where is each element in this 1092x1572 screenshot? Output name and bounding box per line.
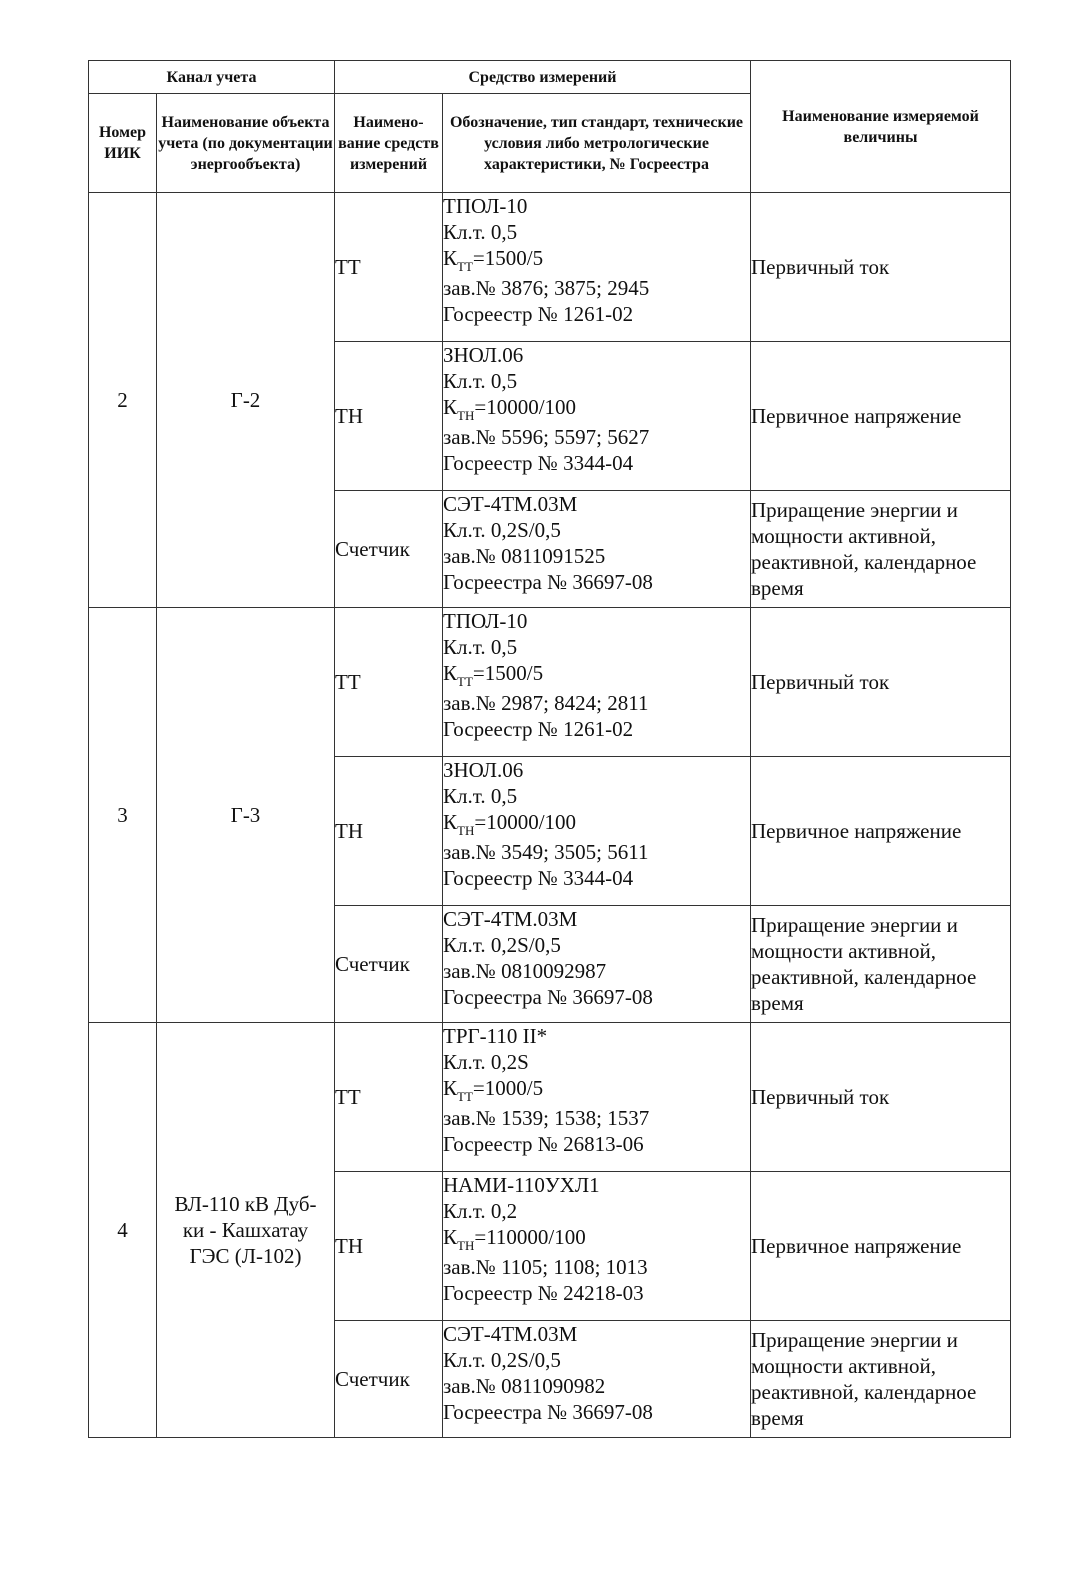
instrument-kind: ТТ (335, 1023, 443, 1172)
instrument-kind: ТН (335, 342, 443, 491)
instrument-designation (443, 1321, 751, 1438)
instrument-type: СЭТ-4ТМ.03М (443, 907, 578, 931)
ratio-value: =1500/5 (472, 246, 544, 270)
ratio-value: =10000/100 (474, 395, 577, 419)
ratio-value: =110000/100 (474, 1225, 586, 1249)
iik-number: 3 (89, 608, 157, 1023)
ratio-subscript: ТН (457, 823, 475, 838)
instrument-kind: ТТ (335, 193, 443, 342)
object-name (157, 1023, 335, 1438)
ratio-symbol: К (443, 246, 458, 270)
header-designation: Обозначение, тип стандарт, технические условия либо метрологические характеристики, № Госреестра (443, 94, 751, 193)
ratio-subscript: ТТ (457, 674, 473, 689)
instrument-kind: ТТ (335, 608, 443, 757)
ratio-symbol: К (443, 395, 458, 419)
ratio-value: =1500/5 (472, 661, 544, 685)
ratio-subscript: ТТ (457, 259, 473, 274)
registry-number: Госреестр № 26813-06 (443, 1132, 644, 1156)
accuracy-class: Кл.т. 0,5 (443, 220, 518, 244)
registry-number: Госреестра № 36697-08 (443, 570, 653, 594)
header-object: Наименование объекта учета (по документации энергообъекта) (157, 94, 335, 193)
instrument-type: ТПОЛ-10 (443, 609, 528, 633)
header-row-groups (89, 61, 1011, 94)
iik-number: 4 (89, 1023, 157, 1438)
accuracy-class: Кл.т. 0,2S (443, 1050, 529, 1074)
measurement-channels-table (88, 60, 1011, 1438)
object-name-line: ки - Кашхатау (182, 1218, 309, 1242)
measured-quantity: Первичное напряжение (751, 757, 1011, 906)
ratio-symbol: К (443, 661, 458, 685)
registry-number: Госреестр № 1261-02 (443, 302, 634, 326)
ratio-symbol: К (443, 810, 458, 834)
serial-numbers: зав.№ 2987; 8424; 2811 (443, 691, 649, 715)
accuracy-class: Кл.т. 0,2S/0,5 (443, 518, 561, 542)
measured-quantity: Приращение энергии и мощности активной, реактивной, календарное время (751, 1321, 1011, 1438)
serial-numbers: зав.№ 3549; 3505; 5611 (443, 840, 649, 864)
instrument-designation (443, 1172, 751, 1321)
instrument-kind: ТН (335, 1172, 443, 1321)
registry-number: Госреестра № 36697-08 (443, 985, 653, 1009)
ratio-value: =1000/5 (472, 1076, 544, 1100)
transformation-ratio (443, 1224, 750, 1253)
instrument-designation (443, 757, 751, 906)
instrument-designation (443, 491, 751, 608)
table-row (89, 1023, 1011, 1172)
registry-number: Госреестр № 3344-04 (443, 866, 634, 890)
table-body (89, 193, 1011, 1438)
measured-quantity: Первичное напряжение (751, 342, 1011, 491)
ratio-subscript: ТН (457, 408, 475, 423)
header-instrument-group: Средство измерений (335, 61, 751, 94)
iik-number: 2 (89, 193, 157, 608)
ratio-symbol: К (443, 1076, 458, 1100)
registry-number: Госреестр № 1261-02 (443, 717, 634, 741)
instrument-kind: Счетчик (335, 491, 443, 608)
accuracy-class: Кл.т. 0,2S/0,5 (443, 933, 561, 957)
instrument-designation (443, 342, 751, 491)
transformation-ratio (443, 394, 750, 423)
measured-quantity: Первичное напряжение (751, 1172, 1011, 1321)
instrument-type: СЭТ-4ТМ.03М (443, 1322, 578, 1346)
transformation-ratio (443, 660, 750, 689)
object-name (157, 193, 335, 608)
serial-numbers: зав.№ 0811090982 (443, 1374, 606, 1398)
instrument-type: СЭТ-4ТМ.03М (443, 492, 578, 516)
accuracy-class: Кл.т. 0,5 (443, 635, 518, 659)
accuracy-class: Кл.т. 0,5 (443, 784, 518, 808)
instrument-type: ЗНОЛ.06 (443, 758, 524, 782)
header-channel-group: Канал учета (89, 61, 335, 94)
table-row (89, 608, 1011, 757)
serial-numbers: зав.№ 1539; 1538; 1537 (443, 1106, 650, 1130)
instrument-kind: Счетчик (335, 906, 443, 1023)
measured-quantity: Первичный ток (751, 193, 1011, 342)
object-name (157, 608, 335, 1023)
object-name-line: Г-3 (230, 803, 261, 827)
table-row (89, 193, 1011, 342)
accuracy-class: Кл.т. 0,5 (443, 369, 518, 393)
object-name-line: Г-2 (230, 388, 261, 412)
object-name-line: ВЛ-110 кВ Дуб- (174, 1192, 317, 1216)
ratio-subscript: ТН (457, 1238, 475, 1253)
instrument-designation (443, 193, 751, 342)
measured-quantity: Приращение энергии и мощности активной, реактивной, календарное время (751, 906, 1011, 1023)
serial-numbers: зав.№ 1105; 1108; 1013 (443, 1255, 648, 1279)
accuracy-class: Кл.т. 0,2 (443, 1199, 518, 1223)
instrument-designation (443, 1023, 751, 1172)
ratio-value: =10000/100 (474, 810, 577, 834)
instrument-kind: ТН (335, 757, 443, 906)
serial-numbers: зав.№ 0810092987 (443, 959, 607, 983)
accuracy-class: Кл.т. 0,2S/0,5 (443, 1348, 561, 1372)
registry-number: Госреестр № 24218-03 (443, 1281, 644, 1305)
instrument-type: НАМИ-110УХЛ1 (443, 1173, 600, 1197)
instrument-type: ТРГ-110 II* (443, 1024, 548, 1048)
transformation-ratio (443, 245, 750, 274)
serial-numbers: зав.№ 5596; 5597; 5627 (443, 425, 650, 449)
transformation-ratio (443, 809, 750, 838)
measured-quantity: Первичный ток (751, 608, 1011, 757)
ratio-symbol: К (443, 1225, 458, 1249)
registry-number: Госреестр № 3344-04 (443, 451, 634, 475)
ratio-subscript: ТТ (457, 1089, 473, 1104)
object-name-line: ГЭС (Л-102) (189, 1244, 302, 1268)
header-iik: Номер ИИК (89, 94, 157, 193)
serial-numbers: зав.№ 3876; 3875; 2945 (443, 276, 650, 300)
measured-quantity: Первичный ток (751, 1023, 1011, 1172)
serial-numbers: зав.№ 0811091525 (443, 544, 606, 568)
header-instrument-name: Наимено-вание средств измерений (335, 94, 443, 193)
instrument-designation (443, 608, 751, 757)
instrument-kind: Счетчик (335, 1321, 443, 1438)
registry-number: Госреестра № 36697-08 (443, 1400, 653, 1424)
transformation-ratio (443, 1075, 750, 1104)
instrument-designation (443, 906, 751, 1023)
measured-quantity: Приращение энергии и мощности активной, реактивной, календарное время (751, 491, 1011, 608)
header-quantity: Наименование измеряемой величины (751, 61, 1011, 193)
instrument-type: ЗНОЛ.06 (443, 343, 524, 367)
instrument-type: ТПОЛ-10 (443, 194, 528, 218)
